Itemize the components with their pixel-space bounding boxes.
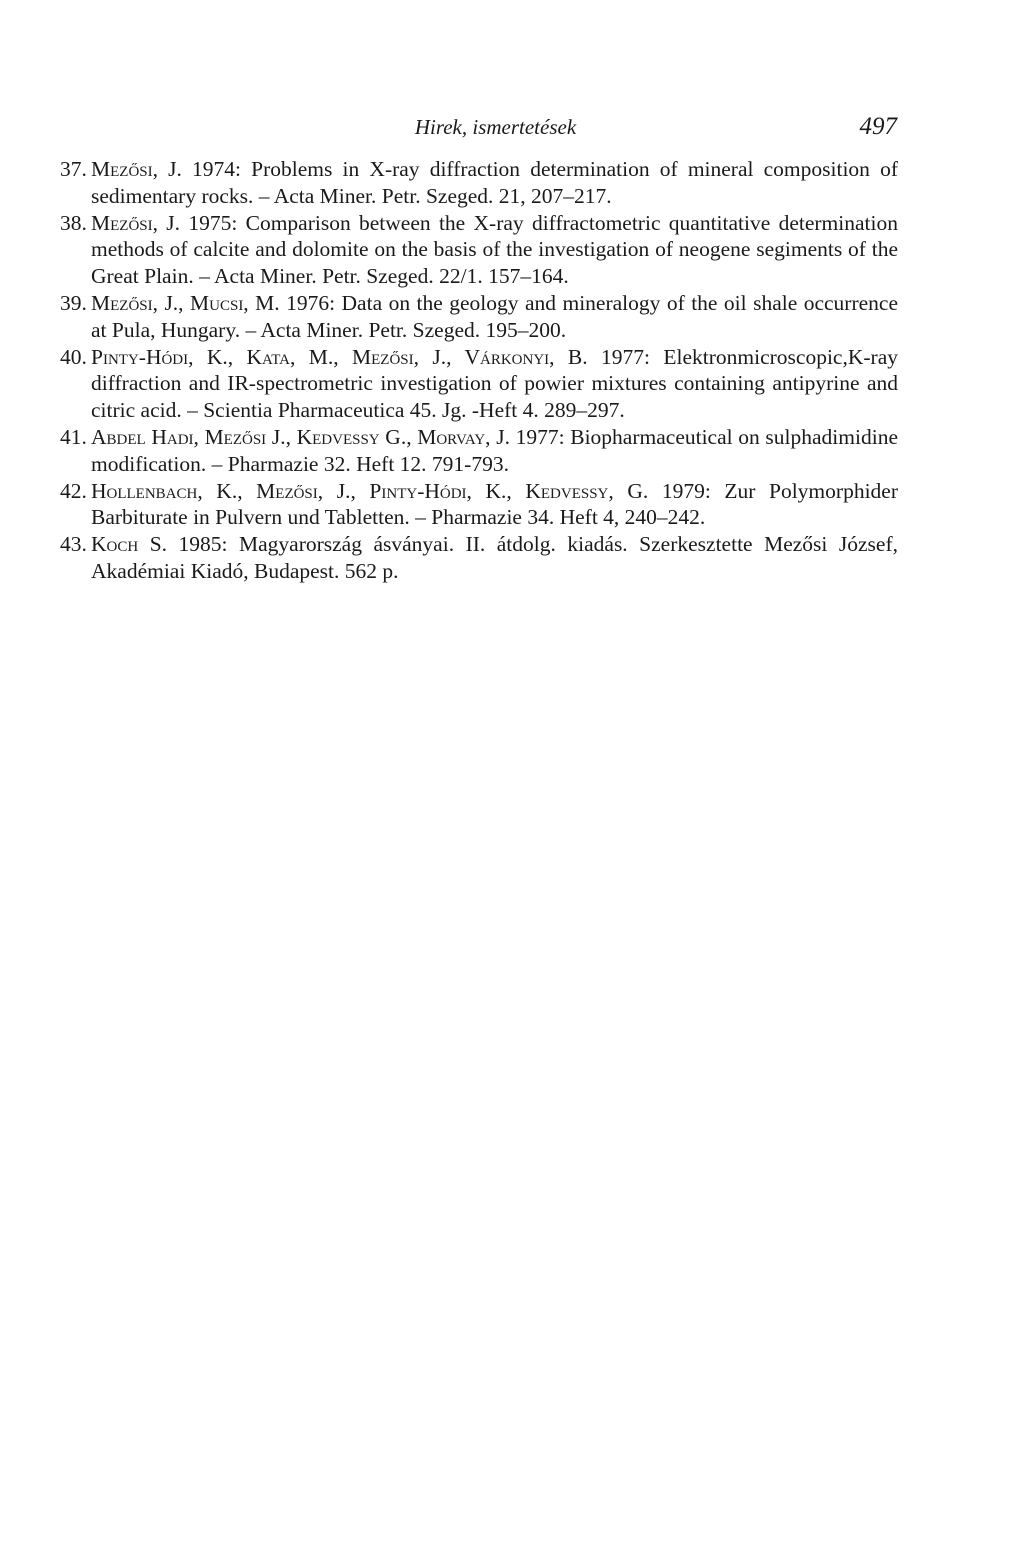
reference-item	[60, 210, 898, 290]
reference-number: 40.	[60, 344, 87, 369]
page-number: 497	[859, 113, 897, 140]
reference-text: 1977: Elektronmicroscopic,K-ray diffraction and IR-spectrometric investigation of powier mixtures containing antipyrine and citric acid. – Scientia Pharmaceutica 45. Jg. -Heft 4. 289–297.	[91, 344, 898, 423]
reference-authors: Mezősi, J., Mucsi, M.	[91, 290, 280, 315]
reference-text: 1977: Biopharmaceutical on sulphadimidine modification. – Pharmazie 32. Heft 12. 791-793.	[91, 424, 898, 476]
reference-text: 1979: Zur Polymorphider Barbiturate in Pulvern und Tabletten. – Pharmazie 34. Heft 4, 240–242.	[91, 478, 898, 530]
reference-item	[60, 531, 898, 585]
reference-text: 1974: Problems in X-ray diffraction determination of mineral composition of sedimentary rocks. – Acta Miner. Petr. Szeged. 21, 207–217.	[91, 157, 898, 208]
reference-text: 1976: Data on the geology and mineralogy of the oil shale occurrence at Pula, Hungary. – Acta Miner. Petr. Szeged. 195–200.	[91, 290, 898, 342]
reference-text: 1975: Comparison between the X-ray diffractometric quantitative determination methods of calcite and dolomite on the basis of the investigation of neogene segiments of the Great Plain. – Acta Miner. Petr. Szeged. 22/1. 157–164.	[91, 210, 898, 289]
reference-authors: Pinty-Hódi, K., Kata, M., Mezősi, J., Várkonyi, B.	[91, 344, 588, 369]
reference-item	[60, 424, 898, 478]
reference-authors: Koch S.	[91, 532, 168, 557]
reference-authors: Abdel Hadi, Mezősi J., Kedvessy G., Morvay, J.	[91, 424, 510, 449]
reference-authors: Mezősi, J.	[91, 157, 182, 181]
reference-authors: Mezősi, J.	[91, 210, 181, 235]
reference-list	[60, 156, 898, 585]
reference-text: 1985: Magyarország ásványai. II. átdolg. kiadás. Szerkesztette Mezősi József, Akadémiai Kiadó, Budapest. 562 p.	[91, 532, 898, 583]
reference-item	[60, 344, 898, 424]
reference-item	[60, 290, 898, 344]
reference-item	[60, 156, 898, 210]
reference-item	[60, 478, 898, 532]
reference-number: 42.	[60, 478, 87, 503]
reference-authors: Hollenbach, K., Mezősi, J., Pinty-Hódi, K., Kedvessy, G.	[91, 478, 649, 503]
reference-number: 39.	[60, 290, 87, 315]
reference-number: 37.	[60, 157, 87, 181]
reference-number: 41.	[60, 424, 87, 449]
reference-number: 43.	[60, 532, 87, 557]
page-header	[94, 115, 897, 145]
running-title: Hirek, ismertetések	[414, 115, 577, 139]
reference-number: 38.	[60, 210, 87, 235]
